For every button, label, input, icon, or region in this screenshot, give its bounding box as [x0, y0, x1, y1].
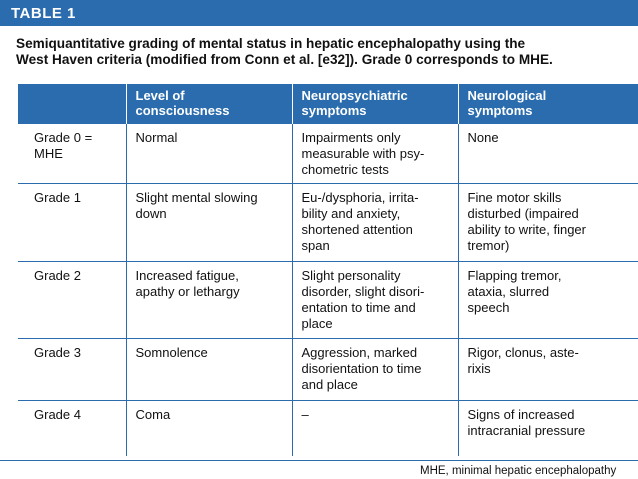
cell-line: Slight personality: [301, 268, 401, 283]
cell-consciousness: [126, 401, 292, 456]
cell-line: Impairments only: [301, 130, 401, 145]
cell-neuropsychiatric: [292, 401, 458, 456]
table-header: [18, 84, 638, 124]
cell-neurological: [458, 339, 638, 401]
cell-line: ability to write, finger: [467, 222, 586, 237]
cell-line: and place: [301, 377, 358, 392]
table-row: [18, 262, 638, 339]
cell-line: bility and anxiety,: [301, 206, 401, 221]
cell-line: span: [301, 238, 330, 253]
header-line: Level of: [135, 88, 185, 103]
cell-line: Increased fatigue,: [135, 268, 239, 283]
cell-neuropsychiatric: [292, 339, 458, 401]
caption-line: Semiquantitative grading of mental status in hepatic encephalopathy using the: [16, 36, 526, 51]
cell-grade: [18, 401, 126, 456]
cell-grade: [18, 184, 126, 262]
cell-neuropsychiatric: [292, 262, 458, 339]
header-line: consciousness: [135, 103, 230, 118]
cell-neurological: [458, 262, 638, 339]
header-line: symptoms: [301, 103, 367, 118]
cell-line: measurable with psy-: [301, 146, 425, 161]
cell-line: intracranial pressure: [467, 423, 586, 438]
cell-line: Slight mental slowing: [135, 190, 258, 205]
header-row: [18, 84, 638, 124]
table-body: [18, 124, 638, 456]
grading-table: [18, 84, 638, 456]
cell-line: Grade 4: [34, 407, 81, 422]
cell-line: apathy or lethargy: [135, 284, 240, 299]
header-cell-consciousness: [126, 84, 292, 124]
cell-line: disturbed (impaired: [467, 206, 579, 221]
cell-consciousness: [126, 184, 292, 262]
cell-line: MHE: [34, 146, 63, 161]
cell-line: disorder, slight disori-: [301, 284, 425, 299]
cell-line: Coma: [135, 407, 171, 422]
cell-consciousness: [126, 262, 292, 339]
cell-line: down: [135, 206, 167, 221]
header-line: symptoms: [467, 103, 533, 118]
cell-line: None: [467, 130, 499, 145]
cell-line: Grade 1: [34, 190, 81, 205]
bottom-rule: [0, 460, 638, 461]
cell-line: Signs of increased: [467, 407, 575, 422]
cell-line: Eu-/dysphoria, irrita-: [301, 190, 419, 205]
cell-line: Flapping tremor,: [467, 268, 562, 283]
header-line: Neurological: [467, 88, 547, 103]
cell-grade: [18, 124, 126, 184]
cell-line: chometric tests: [301, 162, 389, 177]
cell-line: –: [301, 407, 309, 422]
cell-line: Fine motor skills: [467, 190, 562, 205]
cell-line: Grade 3: [34, 345, 81, 360]
header-cell-neurological: [458, 84, 638, 124]
table-footnote: MHE, minimal hepatic encephalopathy: [420, 465, 617, 477]
cell-line: place: [301, 316, 333, 331]
header-line: Neuropsychiatric: [301, 88, 408, 103]
cell-grade: [18, 339, 126, 401]
table-row: [18, 184, 638, 262]
cell-line: rixis: [467, 361, 491, 376]
cell-neuropsychiatric: [292, 124, 458, 184]
cell-line: Grade 2: [34, 268, 81, 283]
cell-neurological: [458, 184, 638, 262]
header-cell-neuropsychiatric: [292, 84, 458, 124]
cell-neuropsychiatric: [292, 184, 458, 262]
cell-line: tremor): [467, 238, 510, 253]
table-row: [18, 401, 638, 456]
cell-line: Somnolence: [135, 345, 208, 360]
table-caption: [16, 36, 636, 68]
cell-line: Aggression, marked: [301, 345, 418, 360]
cell-consciousness: [126, 339, 292, 401]
table-row: [18, 124, 638, 184]
cell-line: Normal: [135, 130, 178, 145]
cell-neurological: [458, 124, 638, 184]
cell-line: shortened attention: [301, 222, 413, 237]
cell-grade: [18, 262, 126, 339]
cell-line: speech: [467, 300, 510, 315]
cell-line: ataxia, slurred: [467, 284, 550, 299]
table-row: [18, 339, 638, 401]
cell-line: Rigor, clonus, aste-: [467, 345, 579, 360]
header-cell-grade: [18, 84, 126, 124]
cell-neurological: [458, 401, 638, 456]
table-title: TABLE 1: [0, 0, 638, 26]
caption-line: West Haven criteria (modified from Conn et al. [e32]). Grade 0 corresponds to MHE.: [16, 52, 553, 67]
cell-line: entation to time and: [301, 300, 416, 315]
cell-line: Grade 0 =: [34, 130, 93, 145]
cell-consciousness: [126, 124, 292, 184]
cell-line: disorientation to time: [301, 361, 422, 376]
